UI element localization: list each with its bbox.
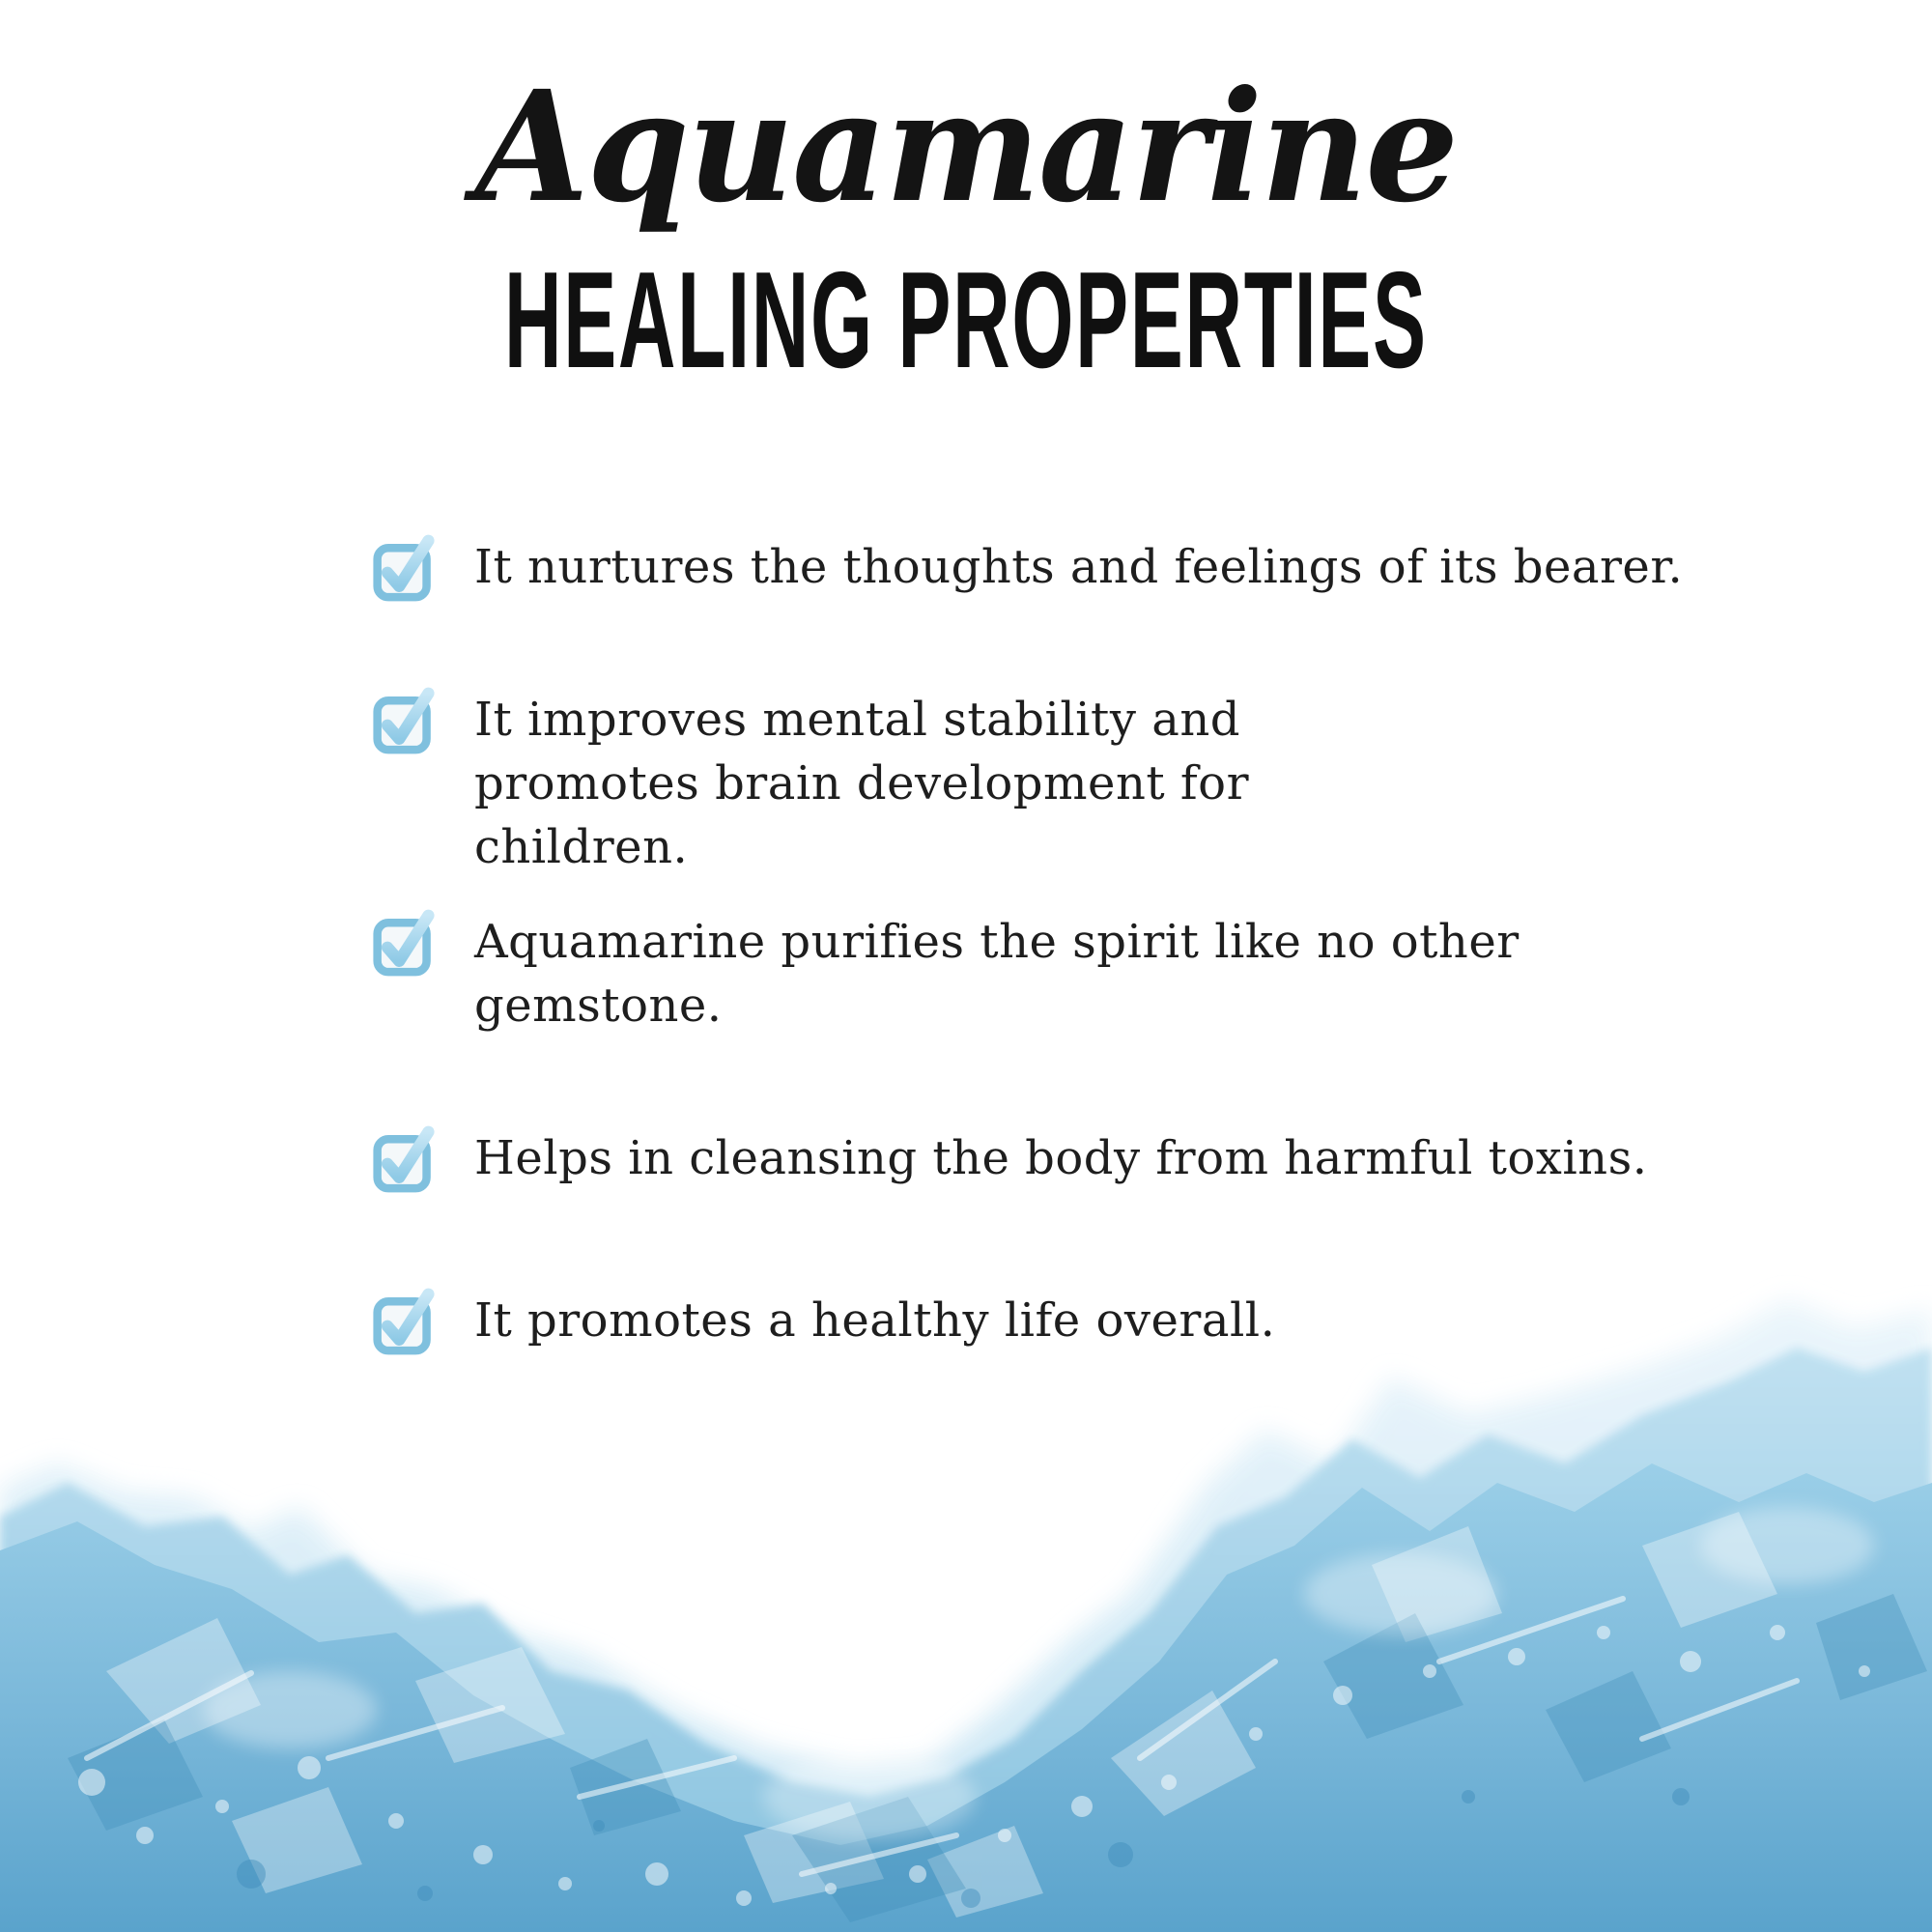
- page-subtitle-wrap: [0, 243, 1932, 430]
- list-item-label: Aquamarine purifies the spirit like no other gemstone.: [474, 915, 1520, 1033]
- ice-crystals-image: [0, 1256, 1932, 1932]
- checked-checkbox-icon: [372, 1124, 436, 1194]
- checked-checkbox-icon: [372, 908, 436, 978]
- list-item-label: It nurtures the thoughts and feelings of its bearer.: [474, 540, 1684, 594]
- list-item-label: It improves mental stability and promotes brain development for children.: [474, 693, 1250, 874]
- checked-checkbox-icon: [372, 686, 436, 755]
- list-item-label: Helps in cleansing the body from harmful toxins.: [474, 1131, 1648, 1185]
- list-item: [372, 1124, 1773, 1194]
- page-subtitle: HEALING PROPERTIES: [504, 243, 1428, 397]
- checked-checkbox-icon: [372, 533, 436, 603]
- page-title: Aquamarine: [474, 58, 1458, 237]
- list-item: [372, 908, 1773, 1037]
- list-item: [372, 686, 1773, 879]
- list-item: [372, 533, 1773, 603]
- healing-properties-checklist: [372, 533, 1773, 1356]
- list-item-label: It promotes a healthy life overall.: [474, 1293, 1276, 1348]
